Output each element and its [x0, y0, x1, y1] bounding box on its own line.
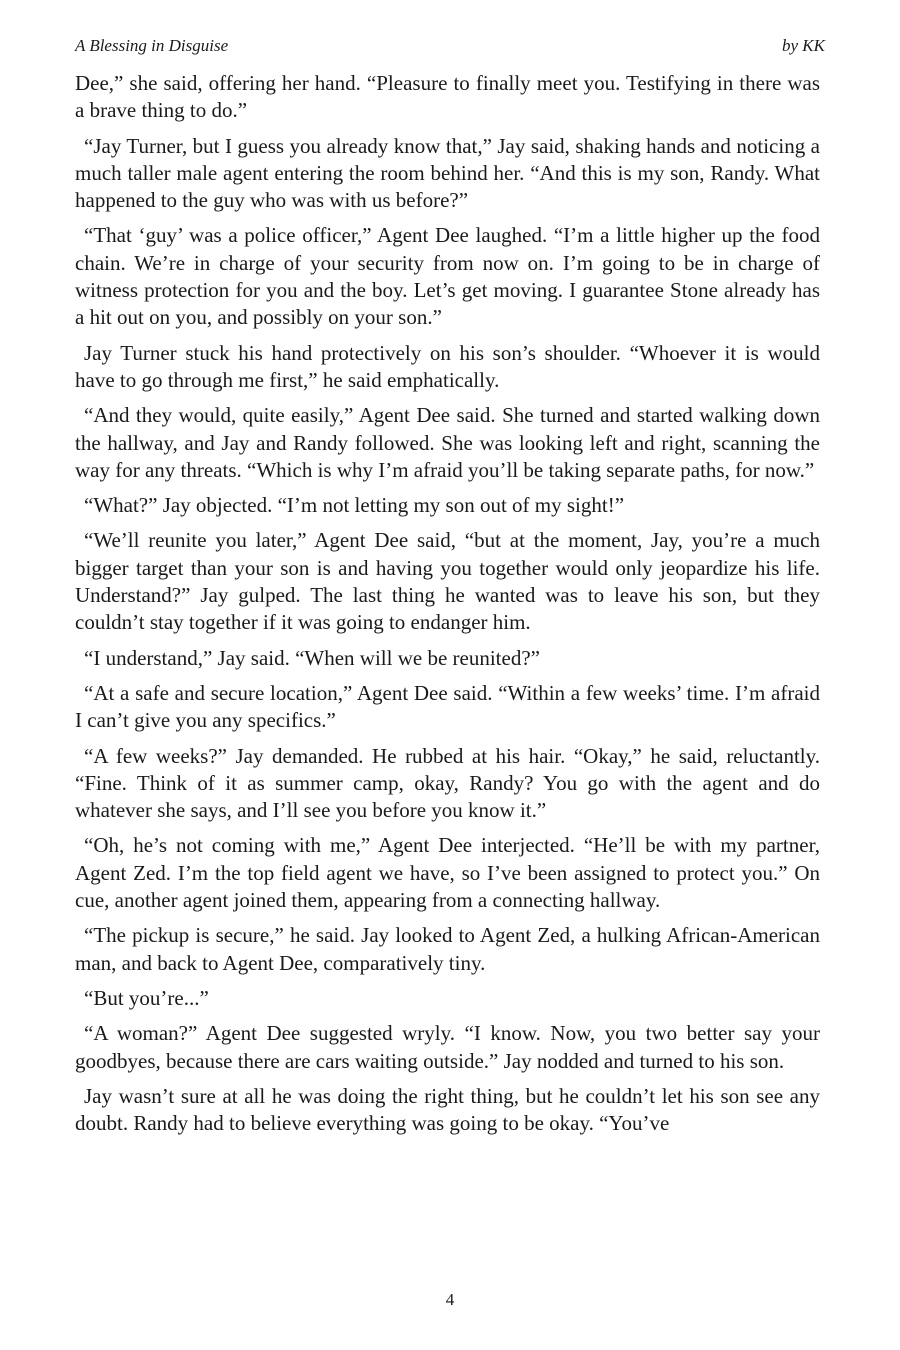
- book-title: A Blessing in Disguise: [75, 36, 229, 55]
- paragraph-1: Dee,” she said, offering her hand. “Pleasure to finally meet you. Testifying in there was a brave thing to do.”: [75, 71, 820, 123]
- paragraph-2: “Jay Turner, but I guess you already know that,” Jay said, shaking hands and noticing a much taller male agent entering the room behind her. “And this is my son, Randy. What happened to the guy who was with us before?”: [75, 133, 820, 213]
- paragraph-8: “I understand,” Jay said. “When will we be reunited?”: [84, 645, 540, 670]
- paragraph-6: “What?” Jay objected. “I’m not letting my son out of my sight!”: [84, 493, 625, 518]
- author-byline: by KK: [782, 36, 825, 55]
- paragraph-5: “And they would, quite easily,” Agent Dee said. She turned and started walking down the hallway, and Jay and Randy followed. She was looking left and right, scanning the way for any threats. “Which is why I’m afraid you’ll be taking separate paths, for now.”: [75, 403, 820, 482]
- body-text: [75, 70, 820, 1145]
- paragraph-3: “That ‘guy’ was a police officer,” Agent Dee laughed. “I’m a little higher up the food chain. We’re in charge of your security from now on. I’m going to be in charge of witness protection for you and the boy. Let’s get moving. I guarantee Stone already has a hit out on you, and possibly on your son.”: [75, 223, 820, 330]
- running-header: [75, 36, 825, 58]
- paragraph-9: “At a safe and secure location,” Agent Dee said. “Within a few weeks’ time. I’m afraid I can’t give you any specifics.”: [75, 680, 820, 733]
- paragraph-12: “The pickup is secure,” he said. Jay looked to Agent Zed, a hulking African-American man, and back to Agent Dee, comparatively tiny.: [75, 923, 820, 975]
- paragraph-10: “A few weeks?” Jay demanded. He rubbed at his hair. “Okay,” he said, reluctantly. “Fine. Think of it as summer camp, okay, Randy? You go with the agent and do whatever she says, and I’ll see you before you know it.”: [75, 743, 820, 823]
- paragraph-7: “We’ll reunite you later,” Agent Dee said, “but at the moment, Jay, you’re a much bigger target than your son is and having you together would only jeopardize his life. Understand?” Jay gulped. The last thing he wanted was to leave his son, but they couldn’t stay together if it was going to endanger him.: [75, 528, 820, 635]
- paragraph-14: “A woman?” Agent Dee suggested wryly. “I know. Now, you two better say your goodbyes, because there are cars waiting outside.” Jay nodded and turned to his son.: [75, 1021, 820, 1073]
- paragraph-15: Jay wasn’t sure at all he was doing the right thing, but he couldn’t let his son see any doubt. Randy had to believe everything was going to be okay. “You’ve: [75, 1083, 820, 1136]
- page-number: 4: [445, 1290, 455, 1309]
- paragraph-11: “Oh, he’s not coming with me,” Agent Dee interjected. “He’ll be with my partner, Agent Zed. I’m the top field agent we have, so I’ve been assigned to protect you.” On cue, another agent joined them, appearing from a connecting hallway.: [75, 833, 820, 913]
- paragraph-13: “But you’re...”: [84, 985, 209, 1010]
- paragraph-4: Jay Turner stuck his hand protectively on his son’s shoulder. “Whoever it is would have to go through me first,” he said emphatically.: [75, 340, 820, 392]
